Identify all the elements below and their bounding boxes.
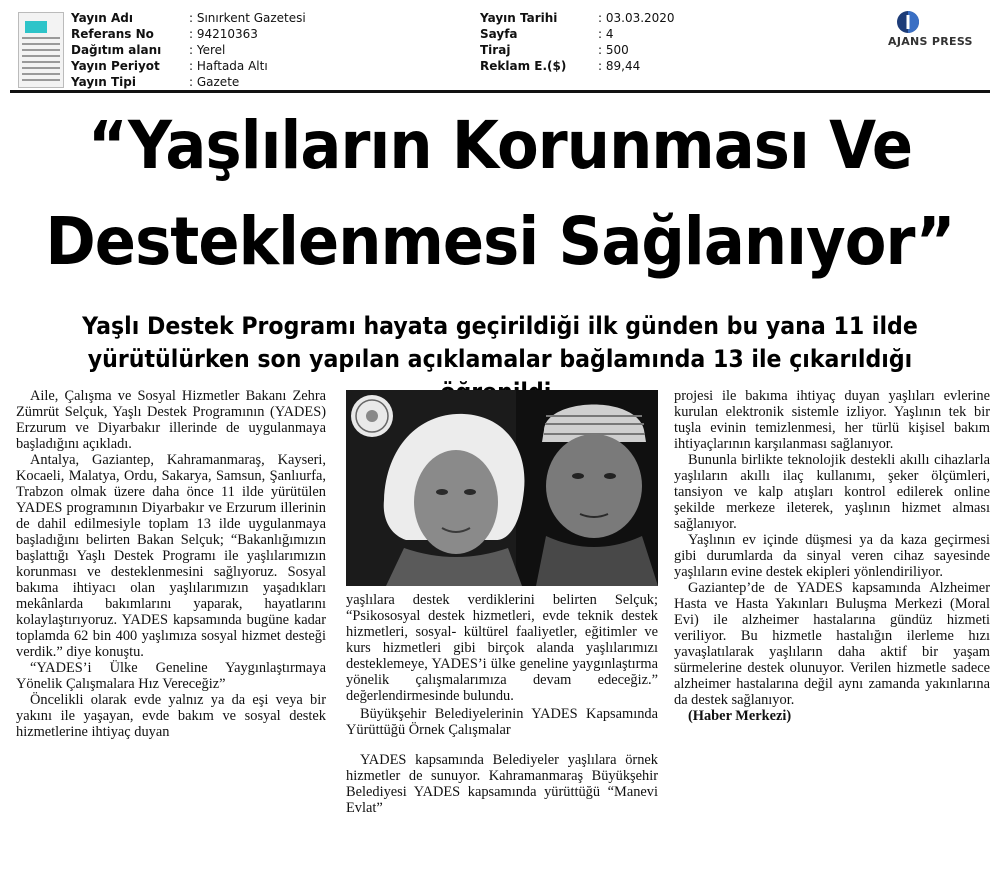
- article-photo-elderly-couple: [346, 390, 658, 586]
- publication-meta-left: [71, 10, 371, 90]
- paragraph: “YADES’i Ülke Geneline Yaygınlaştırmaya Yönelik Çalışmalara Hız Vereceğiz”: [16, 660, 326, 692]
- article-headline: [40, 98, 960, 290]
- ajans-press-logo: AJANS PRESS: [888, 10, 994, 50]
- subheading-paragraph: Büyükşehir Belediyelerinin YADES Kapsamında Yürüttüğü Örnek Çalışmalar: [346, 706, 658, 738]
- headline-line-2: Desteklenmesi Sağlanıyor”: [45, 203, 955, 280]
- subheadline-line-1: Yaşlı Destek Programı hayata geçirildiği ilk günden bu yana 11 ilde: [82, 312, 918, 340]
- article-column-2: [346, 592, 658, 816]
- paragraph: Bununla birlikte teknolojik destekli akıllı cihazlarla yaşlıların akıllı ilaç kullanımı, şeker ölçümleri, tansiyon ve kalp atışları kontrol edilerek online şekilde merkeze ileterek, yaşlının hizmet alması sağlanıyor.: [674, 452, 990, 532]
- paragraph: YADES kapsamında Belediyeler yaşlılara örnek hizmetler de sunuyor. Kahramanmaraş Büyükşehir Belediyesi YADES kapsamında yürüttüğü “Manevi Evlat”: [346, 752, 658, 816]
- paragraph: yaşlılara destek verdiklerini belirten Selçuk; “Psikososyal destek hizmetleri, evde teknik destek hizmetleri, sosyal- kültürel faaliyetler, eğitimler ve kurs hizmetleri gibi birçok alanda yaşlılarımızı desteklemeye, YADES’i ülke geneline yaygınlaştırma yönelik çalışmalarımıza devam edeceğiz.” değerlendirmesinde bulundu.: [346, 592, 658, 704]
- meta-row-reference-no: Referans No : 94210363: [71, 27, 258, 41]
- paragraph: Aile, Çalışma ve Sosyal Hizmetler Bakanı Zehra Zümrüt Selçuk, Yaşlı Destek Programının (YADES) Erzurum ve Diyarbakır illerinde de uygulanmaya başladığını açıkladı.: [16, 388, 326, 452]
- paragraph: Gaziantep’de de YADES kapsamında Alzheimer Hasta ve Hasta Yakınları Buluşma Merkezi (Moral Evi) ile alzheimer hastalarına gündüz hizmeti veriliyor. Bu hizmetle hastalığın ilerleme hızı yavaşlatılarak yaşlıların daha aktif bir yaşam sürmelerine destek olunuyor. Verilen hizmetle sadece alzheimer hastalarına değil aynı zamanda yakınlarına da destek sağlanıyor.: [674, 580, 990, 708]
- meta-row-period: Yayın Periyot : Haftada Altı: [71, 59, 268, 73]
- paragraph: Antalya, Gaziantep, Kahramanmaraş, Kayseri, Kocaeli, Malatya, Ordu, Sakarya, Samsun, Şanlıurfa, Trabzon olmak üzere daha önce 11 ilde yürütülen YADES programının Diyarbakır ve Erzurum illerinin de dahil edilmesiyle toplam 13 ilde uygulanmaya başladığını belirten Bakan Selçuk; “Bakanlığımızın başlattığı Yaşlı Destek Programı ile yaşlılarımızın korunması ve desteklenmesini sağlıyoruz. Sosyal bakıma ihtiyacı olan yaşlılarımızın yaşadıkları mekânlarda bakımlarını yaparak, hayatlarını kolaylaştırıyoruz. YADES kapsamında bugüne kadar toplamda 62 bin 400 yaşlımıza sosyal hizmet desteği verdik.” diye konuştu.: [16, 452, 326, 660]
- meta-row-type: Yayın Tipi : Gazete: [71, 75, 240, 89]
- meta-row-distribution: Dağıtım alanı : Yerel: [71, 43, 226, 57]
- article-column-3: [674, 388, 990, 724]
- paragraph: Yaşlının ev içinde düşmesi ya da kaza geçirmesi gibi durumlarda da sinyal veren cihaz sayesinde yaşlıların evine destek ekipleri yönlendiriliyor.: [674, 532, 990, 580]
- paragraph: projesi ile bakıma ihtiyaç duyan yaşlıları evlerine kurulan elektronik sistemle izliyor. Yaşlının tek bir tuşla evinin temizlenmesi, her türlü kişisel bakım ihtiyaçlarının karşılanması sağlanıyor.: [674, 388, 990, 452]
- photo-illustration: [346, 390, 658, 586]
- meta-row-circulation: Tiraj : 500: [480, 43, 629, 57]
- header-divider: [10, 90, 990, 93]
- subheadline-line-2: yürütülürken son yapılan açıklamalar bağlamında 13 ile çıkarıldığı: [87, 345, 913, 373]
- publication-meta-right: [480, 10, 780, 74]
- byline: (Haber Merkezi): [688, 708, 792, 724]
- meta-row-ad-value: Reklam E.($) : 89,44: [480, 59, 641, 73]
- meta-row-page: Sayfa : 4: [480, 27, 614, 41]
- page-thumbnail: [18, 12, 64, 88]
- paragraph: Öncelikli olarak evde yalnız ya da eşi veya bir yakını ile yaşayan, evde bakım ve sosyal destek hizmetlerine ihtiyaç duyan: [16, 692, 326, 740]
- article-column-1: [16, 388, 326, 740]
- clipping-header: [0, 0, 1000, 92]
- headline-line-1: “Yaşlıların Korunması Ve: [87, 107, 913, 184]
- meta-row-publication-name: Yayın Adı : Sınırkent Gazetesi: [71, 11, 306, 25]
- meta-row-date: Yayın Tarihi : 03.03.2020: [480, 11, 675, 25]
- ajans-press-logo-icon: [894, 10, 922, 34]
